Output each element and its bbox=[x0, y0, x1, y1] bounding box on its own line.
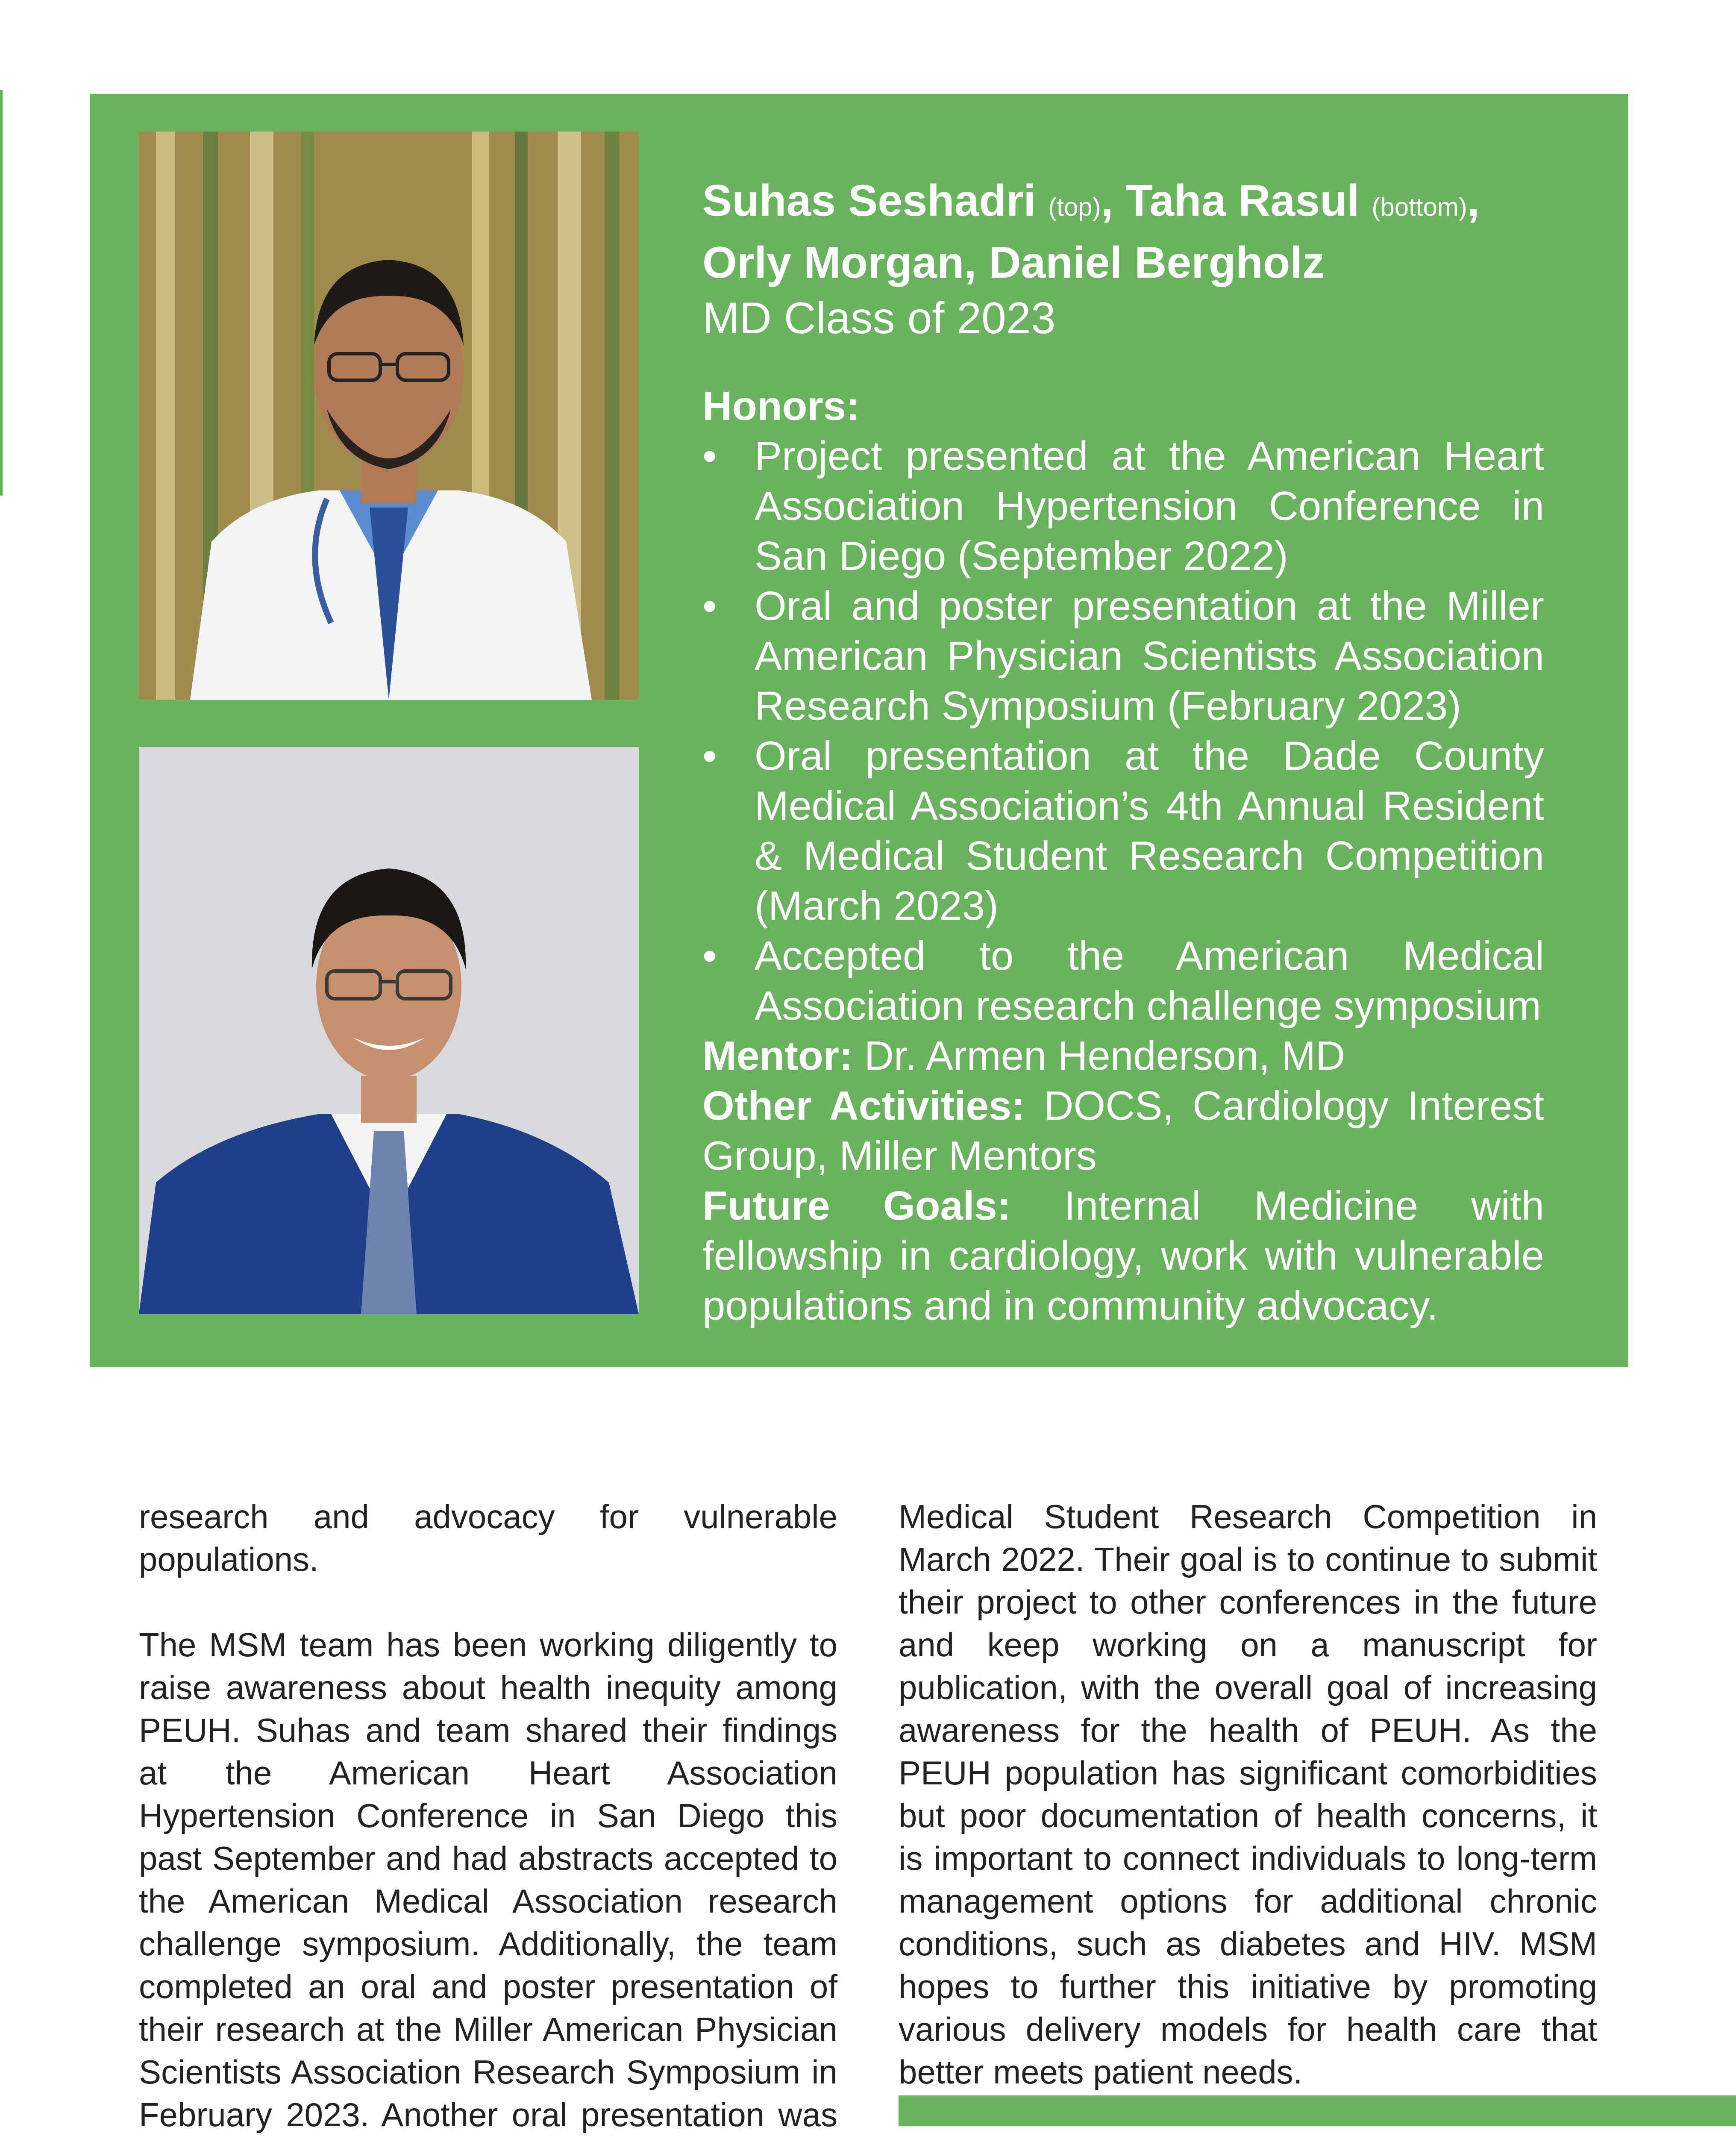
name-taha: Taha Rasul bbox=[1125, 176, 1360, 226]
article-column-left bbox=[139, 1495, 837, 2136]
activities-line bbox=[702, 1081, 1544, 1181]
class-year: MD Class of 2023 bbox=[702, 293, 1056, 343]
honors-item: • Oral and poster presentation at the Miller American Physician Scientists Association Research Symposium (February 2023) bbox=[702, 581, 1544, 731]
mentor-label: Mentor: bbox=[702, 1033, 853, 1079]
honors-item: • Oral presentation at the Dade County Medical Association’s 4th Annual Resident & Medical Student Research Competition (March 2023) bbox=[702, 731, 1544, 931]
mentor-value: Dr. Armen Henderson, MD bbox=[864, 1033, 1345, 1079]
article-paragraph: Medical Student Research Competition in March 2022. Their goal is to continue to submit their project to other conferences in the future and keep working on a manuscript for publication, with the overall goal of increasing awareness for the health of PEUH. As the PEUH population has significant comorbidities but poor documentation of health concerns, it is important to connect individuals to long-term management options for additional chronic conditions, such as diabetes and HIV. MSM hopes to further this initiative by promoting various delivery models for health care that better meets patient needs. bbox=[899, 1498, 1597, 2091]
names-others: Orly Morgan, Daniel Bergholz bbox=[702, 238, 1325, 288]
accent-bar bbox=[899, 2095, 1736, 2126]
honors-item: • Project presented at the American Heart Association Hypertension Conference in San Diego (September 2022) bbox=[702, 431, 1544, 581]
goals-line bbox=[702, 1181, 1544, 1331]
article-column-right bbox=[899, 1495, 1597, 2136]
honors-heading: Honors: bbox=[702, 383, 860, 429]
mentor-line bbox=[702, 1031, 1544, 1081]
photo-bottom-student bbox=[139, 747, 639, 1314]
student-names: Suhas Seshadri (top), Taha Rasul (bottom), Orly Morgan, Daniel Bergholz bbox=[702, 176, 1480, 288]
honors-item: • Accepted to the American Medical Association research challenge symposium bbox=[702, 931, 1544, 1031]
article-paragraph: research and advocacy for vulnerable populations. bbox=[139, 1498, 837, 1578]
honors-list bbox=[702, 431, 1544, 1031]
name-note-top: (top) bbox=[1048, 193, 1101, 221]
name-note-bottom: (bottom) bbox=[1372, 193, 1467, 221]
left-accent-rule bbox=[0, 90, 3, 496]
photo-top-student bbox=[139, 132, 639, 700]
name-suhas: Suhas Seshadri bbox=[702, 176, 1036, 226]
article-paragraph: The MSM team has been working diligently to raise awareness about health inequity among PEUH. Suhas and team shared their findings at the American Heart Association Hypertension Conference in San Diego this past September and had abstracts accepted to the American Medical Association research challenge symposium. Additionally, the team completed an oral and poster presentation of their research at the Miller American Physician Scientists Association Research Symposium in February 2023. Another oral presentation was bbox=[139, 1626, 837, 2133]
activities-value: DOCS, Cardiology Interest Group, Miller Mentors bbox=[702, 1083, 1544, 1179]
goals-value: Internal Medicine with fellowship in cardiology, work with vulnerable populations and in community advocacy. bbox=[702, 1183, 1545, 1329]
activities-label: Other Activities: bbox=[702, 1083, 1025, 1129]
goals-label: Future Goals: bbox=[702, 1183, 1011, 1229]
profile-details bbox=[702, 173, 1544, 1331]
